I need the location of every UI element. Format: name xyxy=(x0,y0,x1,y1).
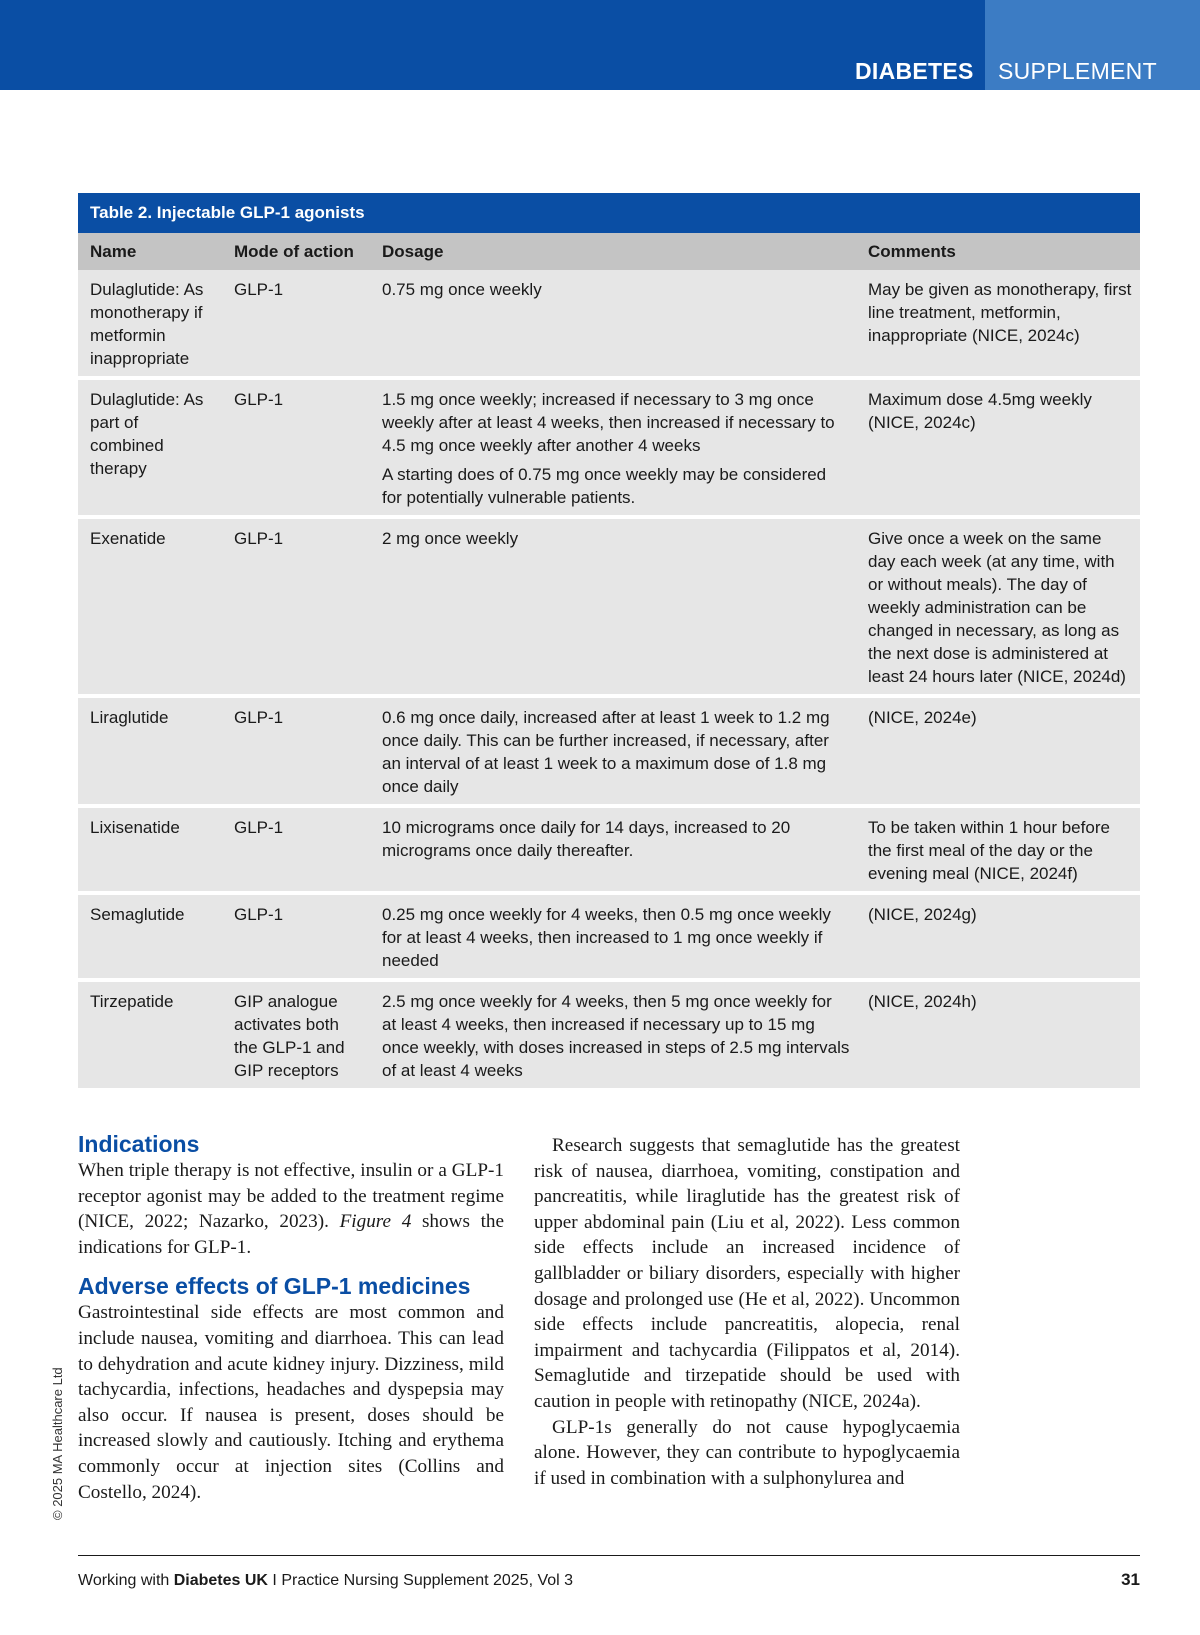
comments: Maximum dose 4.5mg weekly (NICE, 2024c) xyxy=(856,378,1140,517)
dosage xyxy=(370,270,856,378)
dosage-text: A starting does of 0.75 mg once weekly may be considered for potentially vulnerable patients. xyxy=(382,465,827,507)
table-caption: Table 2. Injectable GLP-1 agonists xyxy=(78,193,1140,233)
article-right-column xyxy=(534,1133,960,1491)
dosage xyxy=(370,696,856,806)
journal-title: DIABETES xyxy=(855,58,974,84)
drug-name: Tirzepatide xyxy=(78,980,222,1088)
glp1-table xyxy=(78,193,1140,1088)
adverse-effects-heading: Adverse effects of GLP-1 medicines xyxy=(78,1273,471,1300)
dosage-text: 0.75 mg once weekly xyxy=(382,280,542,299)
footer-divider xyxy=(78,1555,1140,1556)
copyright-notice: © 2025 MA Healthcare Ltd xyxy=(50,1367,65,1520)
footer-suffix: I Practice Nursing Supplement 2025, Vol 3 xyxy=(267,1572,574,1589)
figure-reference: Figure 4 xyxy=(339,1211,412,1233)
mode-of-action: GLP-1 xyxy=(222,270,370,378)
table-body xyxy=(78,233,1140,1088)
footer-prefix: Working with xyxy=(78,1572,174,1589)
column-header: Mode of action xyxy=(222,233,370,270)
table-row xyxy=(78,806,1140,893)
comments: May be given as monotherapy, first line treatment, metformin, inappropriate (NICE, 2024c) xyxy=(856,270,1140,378)
indications-text-end: shows the indications for GLP-1. xyxy=(78,1211,505,1258)
comments: (NICE, 2024g) xyxy=(856,893,1140,980)
mode-of-action: GLP-1 xyxy=(222,696,370,806)
drug-name: Dulaglutide: As monotherapy if metformin inappropriate xyxy=(78,270,222,378)
dosage-text: 10 micrograms once daily for 14 days, increased to 20 micrograms once daily thereafter. xyxy=(382,818,791,860)
drug-name: Dulaglutide: As part of combined therapy xyxy=(78,378,222,517)
table-row xyxy=(78,980,1140,1088)
table-row xyxy=(78,893,1140,980)
dosage-text: 0.25 mg once weekly for 4 weeks, then 0.5 mg once weekly for at least 4 weeks, then increased to 1 mg once weekly if needed xyxy=(382,905,831,970)
column-header: Name xyxy=(78,233,222,270)
adverse-effects-paragraph: Gastrointestinal side effects are most common and include nausea, vomiting and diarrhoea. This can lead to dehydration and acute kidney injury. Dizziness, mild tachycardia, infections, headaches and dyspepsia may also occur. If nausea is present, doses should be increased slowly and cautiously. Itching and erythema commonly occur at injection sites (Collins and Costello, 2024). xyxy=(78,1302,504,1503)
dosage xyxy=(370,806,856,893)
table-row xyxy=(78,378,1140,517)
drug-name: Semaglutide xyxy=(78,893,222,980)
table-row xyxy=(78,696,1140,806)
mode-of-action: GIP analogue activates both the GLP-1 and GIP receptors xyxy=(222,980,370,1088)
dosage-text: 1.5 mg once weekly; increased if necessary to 3 mg once weekly after at least 4 weeks, then increased if necessary to 4.5 mg once weekly after another 4 weeks xyxy=(382,390,835,455)
comments: Give once a week on the same day each week (at any time, with or without meals). The day of weekly administration can be changed in necessary, as long as the next dose is administered at least 24 hours later (NICE, 2024d) xyxy=(856,517,1140,696)
dosage xyxy=(370,378,856,517)
dosage-text: 2 mg once weekly xyxy=(382,529,519,548)
footer-citation xyxy=(78,1572,573,1590)
indications-paragraph xyxy=(78,1158,504,1260)
mode-of-action: GLP-1 xyxy=(222,378,370,517)
mode-of-action: GLP-1 xyxy=(222,893,370,980)
mode-of-action: GLP-1 xyxy=(222,517,370,696)
comments: To be taken within 1 hour before the first meal of the day or the evening meal (NICE, 2024f) xyxy=(856,806,1140,893)
mode-of-action: GLP-1 xyxy=(222,806,370,893)
dosage-text: 0.6 mg once daily, increased after at least 1 week to 1.2 mg once daily. This can be further increased, if necessary, after an interval of at least 1 week to a maximum dose of 1.8 mg once daily xyxy=(382,708,830,796)
comments: (NICE, 2024e) xyxy=(856,696,1140,806)
indications-heading: Indications xyxy=(78,1131,200,1157)
table-header-row xyxy=(78,233,1140,270)
dosage xyxy=(370,517,856,696)
column-header: Comments xyxy=(856,233,1140,270)
dosage xyxy=(370,893,856,980)
dosage-text: 2.5 mg once weekly for 4 weeks, then 5 mg once weekly for at least 4 weeks, then increased if necessary up to 15 mg once weekly, with doses increased in steps of 2.5 mg intervals of at least 4 weeks xyxy=(382,992,850,1080)
side-effects-paragraph: Research suggests that semaglutide has the greatest risk of nausea, diarrhoea, vomiting, constipation and pancreatitis, while liraglutide has the greatest risk of upper abdominal pain (Liu et al, 2022). Less common side effects include an increased incidence of gallbladder or biliary disorders, especially with higher dosage and prolonged use (He et al, 2022). Uncommon side effects include pancreatitis, alopecia, renal impairment and tachycardia (Filippatos et al, 2014). Semaglutide and tirzepatide should be used with caution in people with retinopathy (NICE, 2024a). xyxy=(534,1135,960,1412)
drug-name: Exenatide xyxy=(78,517,222,696)
page-number: 31 xyxy=(1121,1570,1140,1589)
dosage xyxy=(370,980,856,1088)
comments: (NICE, 2024h) xyxy=(856,980,1140,1088)
journal-section: SUPPLEMENT xyxy=(998,58,1157,84)
table-row xyxy=(78,517,1140,696)
indications-text: When triple therapy is not effective, insulin or a GLP-1 receptor agonist may be added to the treatment regime (NICE, 2022; Nazarko, 2023). xyxy=(78,1160,504,1233)
drug-name: Liraglutide xyxy=(78,696,222,806)
column-header: Dosage xyxy=(370,233,856,270)
hypoglycaemia-paragraph: GLP-1s generally do not cause hypoglycaemia alone. However, they can contribute to hypoglycaemia if used in combination with a sulphonylurea and xyxy=(534,1416,960,1489)
table-row xyxy=(78,270,1140,378)
drug-name: Lixisenatide xyxy=(78,806,222,893)
footer-brand: Diabetes UK xyxy=(173,1572,268,1589)
article-left-column xyxy=(78,1130,504,1505)
